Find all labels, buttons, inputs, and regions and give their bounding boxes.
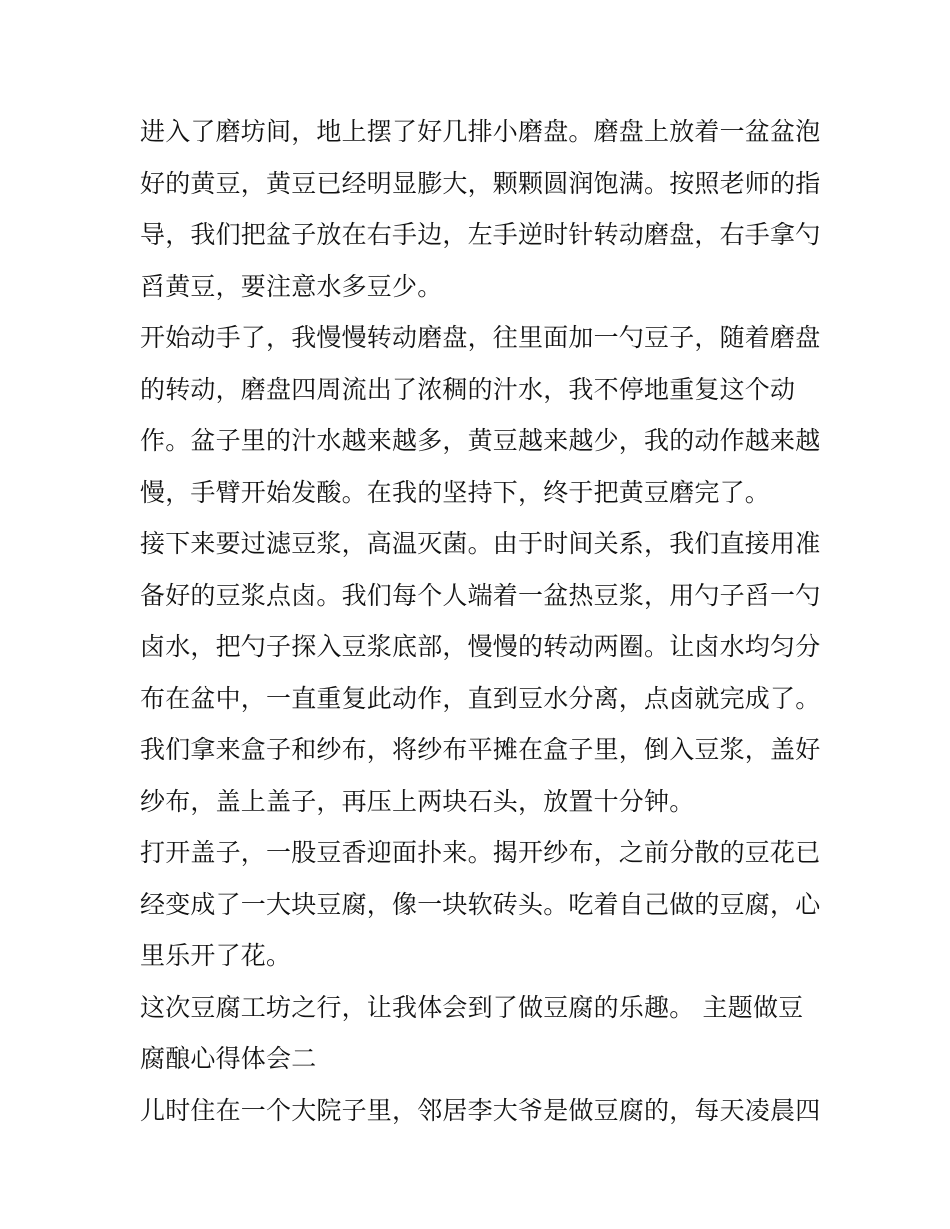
text-line: 慢，手臂开始发酸。在我的坚持下，终于把黄豆磨完了。	[140, 477, 771, 507]
text-line: 的转动，磨盘四周流出了浓稠的汁水，我不停地重复这个动	[140, 374, 796, 404]
text-line: 作。盆子里的汁水越来越多，黄豆越来越少，我的动作越来越	[140, 426, 821, 455]
text-line: 接下来要过滤豆浆，高温灭菌。由于时间关系，我们直接用准	[140, 529, 821, 558]
document-body	[140, 106, 821, 1136]
text-line: 这次豆腐工坊之行，让我体会到了做豆腐的乐趣。 主题做豆	[140, 992, 804, 1022]
text-line: 备好的豆浆点卤。我们每个人端着一盆热豆浆，用勺子舀一勺	[140, 580, 821, 610]
text-line: 好的黄豆，黄豆已经明显膨大，颗颗圆润饱满。按照老师的指	[140, 168, 821, 198]
text-line: 里乐开了花。	[140, 941, 292, 970]
text-line: 开始动手了，我慢慢转动磨盘，往里面加一勺豆子，随着磨盘	[140, 323, 821, 352]
text-line: 经变成了一大块豆腐，像一块软砖头。吃着自己做的豆腐，心	[140, 889, 821, 919]
text-line: 腐酿心得体会二	[140, 1044, 317, 1073]
text-line: 布在盆中，一直重复此动作，直到豆水分离，点卤就完成了。	[140, 683, 821, 713]
text-line: 儿时住在一个大院子里，邻居李大爷是做豆腐的，每天凌晨四	[140, 1095, 821, 1125]
text-line: 打开盖子，一股豆香迎面扑来。揭开纱布，之前分散的豆花已	[140, 838, 821, 867]
text-line: 舀黄豆，要注意水多豆少。	[140, 271, 443, 301]
text-line: 进入了磨坊间，地上摆了好几排小磨盘。磨盘上放着一盆盆泡	[140, 117, 821, 146]
text-line: 导，我们把盆子放在右手边，左手逆时针转动磨盘，右手拿勺	[140, 220, 821, 249]
text-line: 我们拿来盒子和纱布，将纱布平摊在盒子里，倒入豆浆，盖好	[140, 735, 821, 764]
text-line: 纱布，盖上盖子，再压上两块石头，放置十分钟。	[140, 786, 695, 816]
text-line: 卤水，把勺子探入豆浆底部，慢慢的转动两圈。让卤水均匀分	[140, 632, 821, 661]
